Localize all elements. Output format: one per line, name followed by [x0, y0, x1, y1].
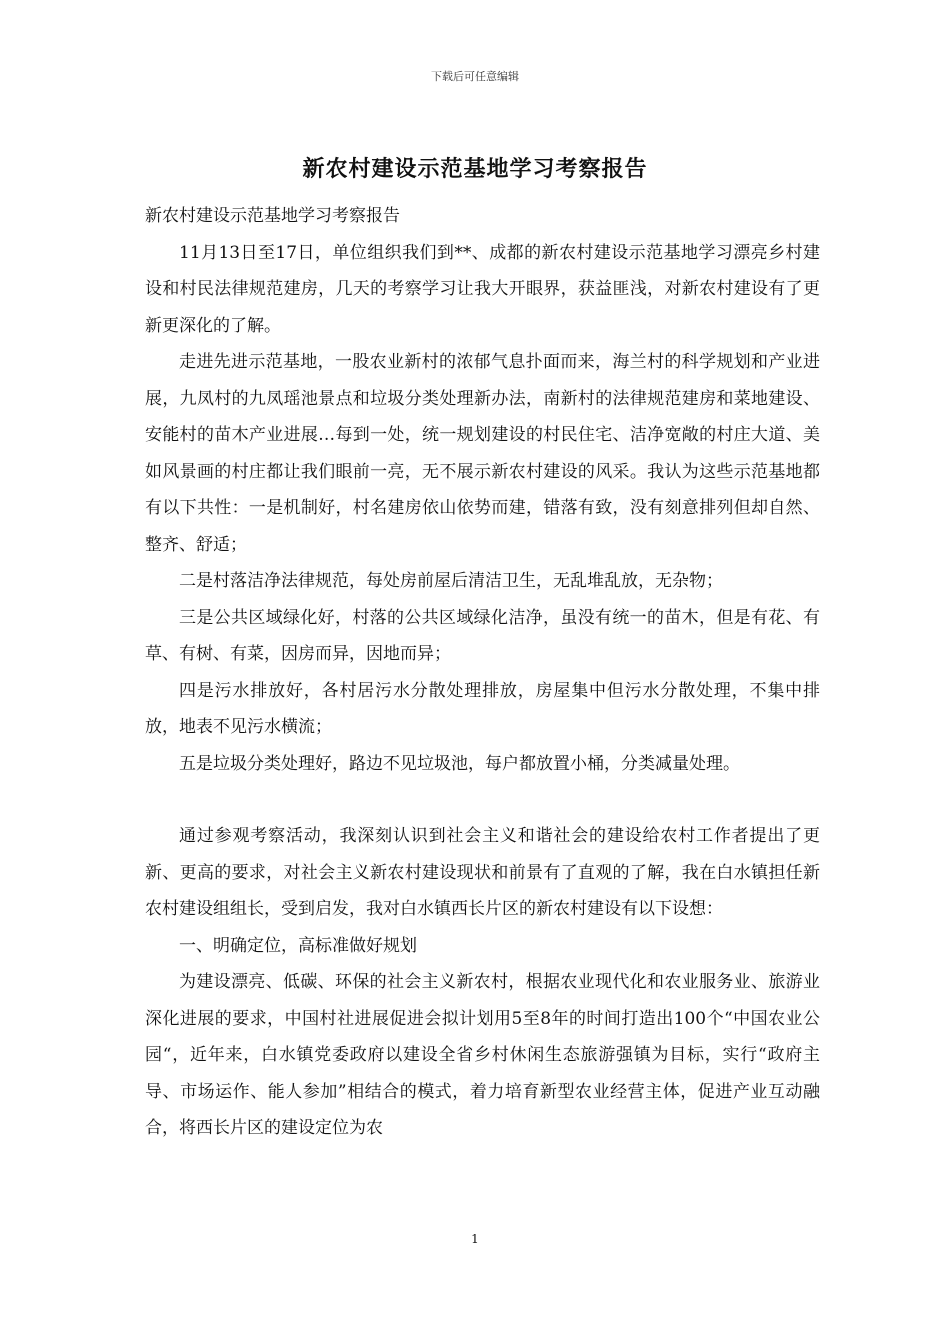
body-paragraph: 四是污水排放好，各村居污水分散处理排放，房屋集中但污水分散处理，不集中排放，地表不见污水横流； [145, 680, 820, 737]
page-number: 1 [471, 1232, 479, 1246]
document-body [145, 198, 820, 1147]
body-paragraph: 11月13日至17日，单位组织我们到**、成都的新农村建设示范基地学习漂亮乡村建设和村民法律规范建房，几天的考察学习让我大开眼界，获益匪浅，对新农村建设有了更新更深化的了解。 [145, 242, 820, 336]
body-paragraph: 二是村落洁净法律规范，每处房前屋后清洁卫生，无乱堆乱放，无杂物； [179, 571, 723, 591]
body-paragraph: 走进先进示范基地，一股农业新村的浓郁气息扑面而来，海兰村的科学规划和产业进展，九凤村的九凤瑶池景点和垃圾分类处理新办法，南新村的法律规范建房和菜地建设、安能村的苗木产业进展…每到一处，统一规划建设的村民住宅、洁净宽敞的村庄大道、美如风景画的村庄都让我们眼前一亮，无不展示新农村建设的风采。我认为这些示范基地都有以下共性：一是机制好，村名建房依山依势而建，错落有致，没有刻意排列但却自然、整齐、舒适； [145, 352, 820, 555]
body-paragraph: 为建设漂亮、低碳、环保的社会主义新农村，根据农业现代化和农业服务业、旅游业深化进展的要求，中国村社进展促进会拟计划用5至8年的时间打造出100个“中国农业公园“，近年来，白水镇党委政府以建设全省乡村休闲生态旅游强镇为目标，实行“政府主导、市场运作、能人参加”相结合的模式，着力培育新型农业经营主体，促进产业互动融合，将西长片区的建设定位为农 [145, 972, 820, 1138]
section-heading: 一、明确定位，高标准做好规划 [179, 935, 417, 956]
document-title: 新农村建设示范基地学习考察报告 [302, 156, 648, 182]
body-paragraph: 新农村建设示范基地学习考察报告 [145, 206, 400, 226]
body-paragraph: 通过参观考察活动，我深刻认识到社会主义和谐社会的建设给农村工作者提出了更新、更高的要求，对社会主义新农村建设现状和前景有了直观的了解，我在白水镇担任新农村建设组组长，受到启发，我对白水镇西长片区的新农村建设有以下设想： [145, 826, 820, 919]
body-paragraph: 五是垃圾分类处理好，路边不见垃圾池，每户都放置小桶，分类减量处理。 [179, 753, 740, 774]
body-paragraph: 三是公共区域绿化好，村落的公共区域绿化洁净，虽没有统一的苗木，但是有花、有草、有树、有菜，因房而异，因地而异； [145, 607, 820, 664]
header-note: 下载后可任意编辑 [431, 70, 519, 83]
